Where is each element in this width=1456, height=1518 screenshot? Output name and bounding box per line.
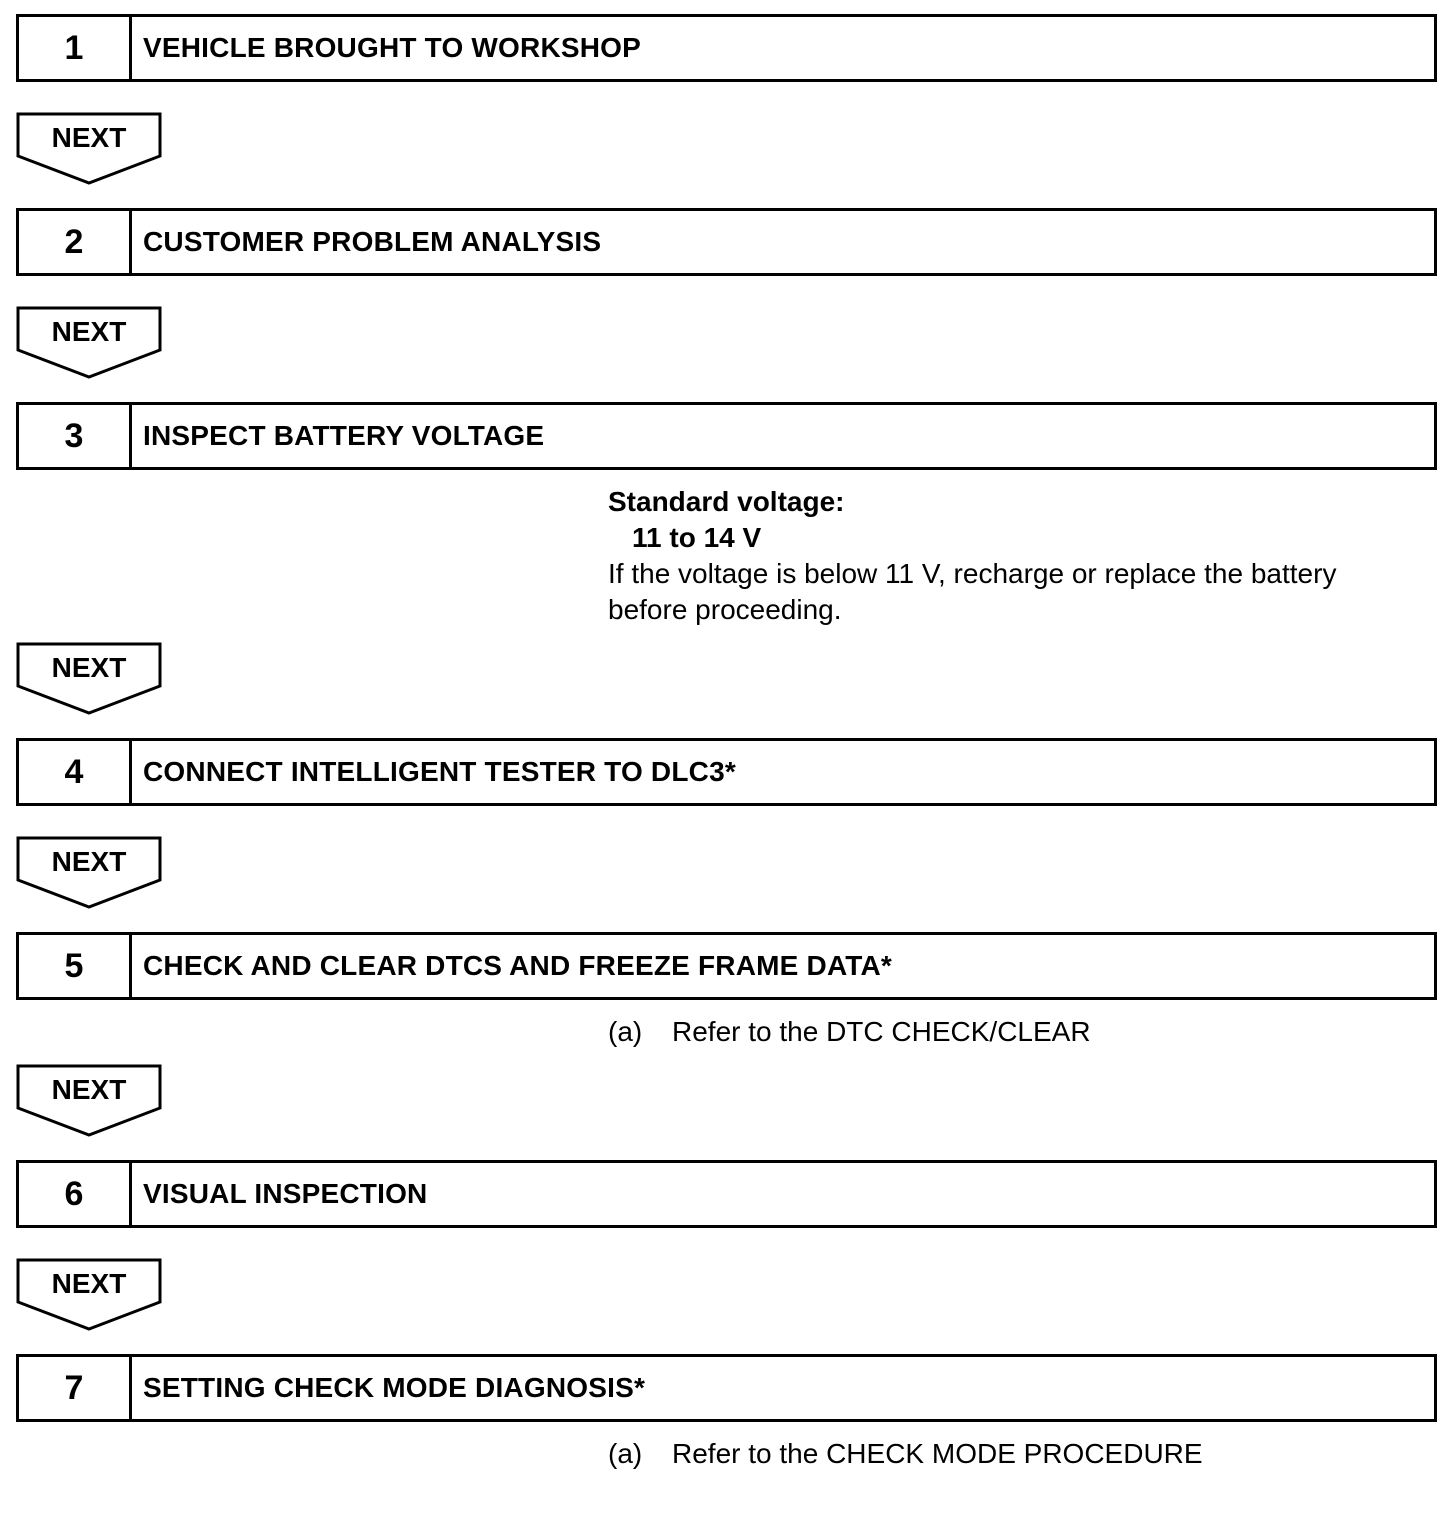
sub-step-marker: (a) — [608, 1016, 643, 1047]
step-title: INSPECT BATTERY VOLTAGE — [143, 420, 545, 451]
step-title: CHECK AND CLEAR DTCS AND FREEZE FRAME DATA* — [143, 950, 893, 981]
standard-voltage-value: 11 to 14 V — [632, 522, 762, 553]
step-title: VEHICLE BROUGHT TO WORKSHOP — [143, 32, 642, 63]
next-arrow — [16, 836, 162, 910]
step-6-box — [16, 1160, 1437, 1228]
step-title: CONNECT INTELLIGENT TESTER TO DLC3* — [143, 756, 736, 787]
standard-voltage-heading: Standard voltage: — [608, 486, 845, 517]
step-title: SETTING CHECK MODE DIAGNOSIS* — [143, 1372, 646, 1403]
step-number: 2 — [19, 211, 132, 273]
next-label: NEXT — [51, 316, 127, 347]
check-mode-note — [608, 1436, 1203, 1472]
battery-voltage-note — [608, 484, 1336, 628]
step-2-box — [16, 208, 1437, 276]
next-arrow — [16, 1064, 162, 1138]
step-number: 5 — [19, 935, 132, 997]
next-label: NEXT — [51, 1268, 127, 1299]
step-number: 6 — [19, 1163, 132, 1225]
battery-note-line-2: before proceeding. — [608, 594, 842, 625]
battery-note-line-1: If the voltage is below 11 V, recharge or replace the battery — [608, 558, 1337, 589]
next-arrow — [16, 642, 162, 716]
step-number: 1 — [19, 17, 132, 79]
next-label: NEXT — [51, 846, 127, 877]
step-number: 7 — [19, 1357, 132, 1419]
dtc-check-note — [608, 1014, 1091, 1050]
step-1-box — [16, 14, 1437, 82]
step-number: 3 — [19, 405, 132, 467]
next-arrow — [16, 1258, 162, 1332]
step-3-box — [16, 402, 1437, 470]
sub-step-text: Refer to the DTC CHECK/CLEAR — [672, 1016, 1091, 1047]
next-label: NEXT — [51, 652, 127, 683]
step-number: 4 — [19, 741, 132, 803]
step-5-box — [16, 932, 1437, 1000]
step-title: CUSTOMER PROBLEM ANALYSIS — [143, 226, 602, 257]
next-label: NEXT — [51, 122, 127, 153]
step-4-box — [16, 738, 1437, 806]
next-arrow — [16, 306, 162, 380]
next-label: NEXT — [51, 1074, 127, 1105]
sub-step-text: Refer to the CHECK MODE PROCEDURE — [672, 1438, 1203, 1469]
next-arrow — [16, 112, 162, 186]
step-7-box — [16, 1354, 1437, 1422]
sub-step-marker: (a) — [608, 1438, 643, 1469]
step-title: VISUAL INSPECTION — [143, 1178, 428, 1209]
